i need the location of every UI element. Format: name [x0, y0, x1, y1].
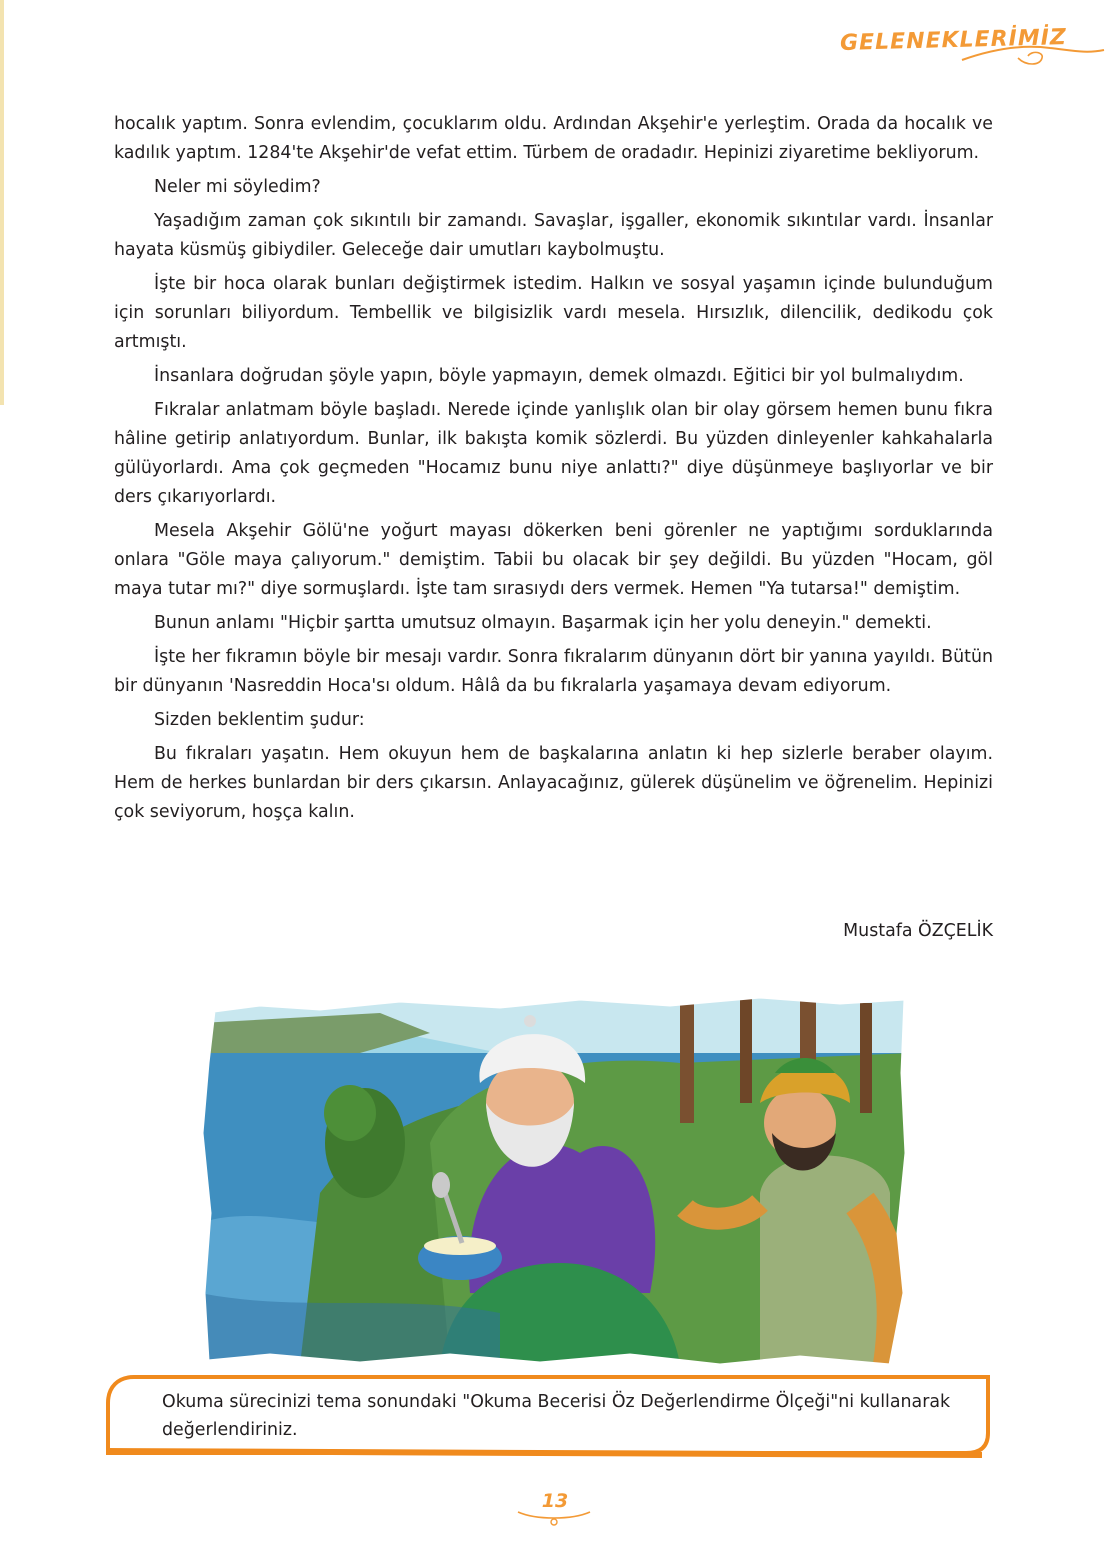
margin-strip — [0, 0, 4, 405]
paragraph: Neler mi söyledim? — [154, 177, 321, 197]
paragraph: İnsanlara doğrudan şöyle yapın, böyle yapmayın, demek olmazdı. Eğitici bir yol bulmalıydım. — [154, 366, 964, 386]
reading-evaluation-box — [102, 1373, 992, 1459]
nasreddin-hoca-lake-illustration — [200, 993, 910, 1365]
paragraph: Bunun anlamı "Hiçbir şartta umutsuz olmayın. Başarmak için her yolu deneyin." demekti. — [154, 613, 932, 633]
author-name: Mustafa ÖZÇELİK — [843, 921, 993, 941]
paragraph: Fıkralar anlatmam böyle başladı. Nerede içinde yanlışlık olan bir olay görsem hemen bunu fıkra hâline getirip anlatıyordum. Bunlar, ilk bakışta komik sözlerdi. Bu yüzden dinleyenler kahkahalarla gülüyorlardı. Ama çok geçmeden "Hocamız bunu niye anlattı?" diye düşünmeye başlıyorlar ve bir ders çıkarıyorlardı. — [114, 400, 993, 507]
page-number-swirl — [516, 1506, 592, 1528]
info-box-text: Okuma sürecinizi tema sonundaki "Okuma Becerisi Öz Değerlendirme Ölçeği"ni kullanarak değerlendiriniz. — [162, 1392, 951, 1440]
paragraph: Sizden beklentim şudur: — [154, 710, 365, 730]
page-number: 13 — [541, 1490, 569, 1512]
header-swirl-decoration — [960, 40, 1106, 70]
paragraph: Mesela Akşehir Gölü'ne yoğurt mayası dökerken beni görenler ne yaptığımı sorduklarında onlara "Göle maya çalıyorum." demiştim. Tabii bu olacak bir şey değildi. Bu yüzden "Hocam, göl maya tutar mı?" diye sormuşlardı. İşte tam sırasıydı ders vermek. Hemen "Ya tutarsa!" demiştim. — [114, 521, 993, 599]
paragraph: hocalık yaptım. Sonra evlendim, çocuklarım oldu. Ardından Akşehir'e yerleştim. Orada da hocalık ve kadılık yaptım. 1284'te Akşehir'de vefat ettim. Türbem de oradadır. Hepinizi ziyaretime bekliyorum. — [114, 114, 993, 163]
story-body — [114, 110, 993, 832]
paragraph: Bu fıkraları yaşatın. Hem okuyun hem de başkalarına anlatın ki hep sizlerle beraber olayım. Hem de herkes bunlardan bir ders çıkarsın. Anlayacağınız, gülerek düşünelim ve öğrenelim. Hepinizi çok seviyorum, hoşça kalın. — [114, 744, 993, 822]
section-title: GELENEKLERİMİZ — [839, 25, 1068, 56]
paragraph: Yaşadığım zaman çok sıkıntılı bir zamandı. Savaşlar, işgaller, ekonomik sıkıntılar vardı. İnsanlar hayata küsmüş gibiydiler. Geleceğe dair umutları kaybolmuştu. — [114, 211, 993, 260]
paragraph: İşte her fıkramın böyle bir mesajı vardır. Sonra fıkralarım dünyanın dört bir yanına yayıldı. Bütün bir dünyanın 'Nasreddin Hoca'sı oldum. Hâlâ da bu fıkralarla yaşamaya devam ediyorum. — [114, 647, 993, 696]
paragraph: İşte bir hoca olarak bunları değiştirmek istedim. Halkın ve sosyal yaşamın içinde bulunduğum için sorunları biliyordum. Tembellik ve bilgisizlik vardı mesela. Hırsızlık, dilencilik, dedikodu çok artmıştı. — [114, 274, 993, 352]
